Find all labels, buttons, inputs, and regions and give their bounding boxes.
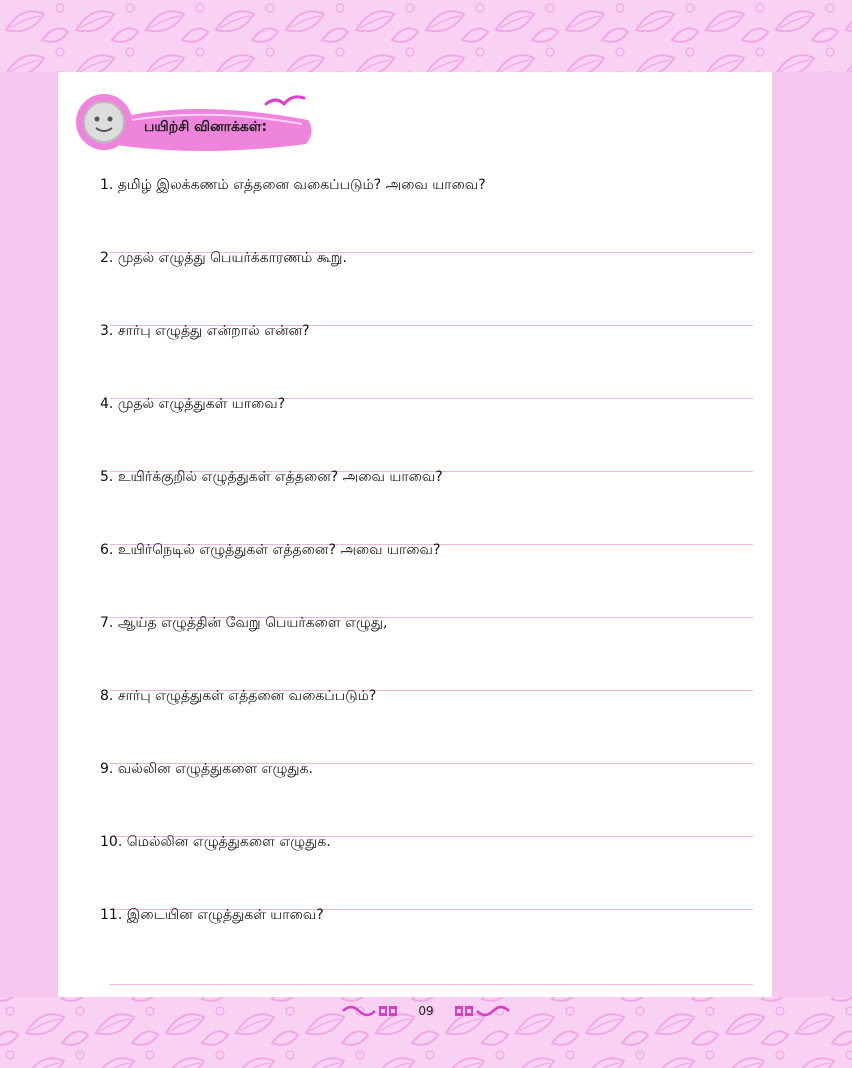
question-text: 6. உயிர்நெடில் எழுத்துகள் எத்தனை? அவை யாவை? [100, 542, 441, 558]
question-text: 3. சார்பு எழுத்து என்றால் என்ன? [100, 323, 310, 339]
question-item [98, 833, 753, 906]
page-footer [0, 1000, 852, 1022]
question-item [98, 760, 753, 833]
answer-line[interactable] [110, 962, 753, 985]
left-border [0, 72, 58, 997]
question-item [98, 614, 753, 687]
question-text: 9. வல்லின எழுத்துகளை எழுதுக. [100, 761, 313, 777]
question-text: 8. சார்பு எழுத்துகள் எத்தனை வகைப்படும்? [100, 688, 377, 704]
question-item [98, 176, 753, 249]
question-text: 7. ஆய்த எழுத்தின் வேறு பெயர்களை எழுது, [100, 615, 388, 631]
top-border-pattern [0, 0, 852, 72]
right-border [772, 72, 852, 997]
question-item [98, 322, 753, 395]
question-item [98, 395, 753, 468]
question-item [98, 468, 753, 541]
question-text: 11. இடையின எழுத்துகள் யாவை? [100, 907, 324, 923]
worksheet [58, 72, 772, 997]
bird-icon [266, 97, 304, 104]
question-text: 2. முதல் எழுத்து பெயர்க்காரணம் கூறு. [100, 250, 347, 266]
section-heading: பயிற்சி வினாக்கள்: [144, 119, 268, 135]
page-number: 09 [418, 1003, 434, 1018]
smiling-sun-icon [76, 94, 132, 150]
question-item [98, 906, 753, 979]
left-ornament-icon [341, 1003, 401, 1019]
question-text: 1. தமிழ் இலக்கணம் எத்தனை வகைப்படும்? அவை யாவை? [100, 177, 486, 193]
question-text: 5. உயிர்க்குறில் எழுத்துகள் எத்தனை? அவை யாவை? [100, 469, 443, 485]
heading-banner [70, 92, 330, 158]
question-item [98, 249, 753, 322]
question-text: 4. முதல் எழுத்துகள் யாவை? [100, 396, 286, 412]
question-item [98, 541, 753, 614]
question-item [98, 687, 753, 760]
question-text: 10. மெல்லின எழுத்துகளை எழுதுக. [100, 834, 331, 850]
right-ornament-icon [451, 1003, 511, 1019]
